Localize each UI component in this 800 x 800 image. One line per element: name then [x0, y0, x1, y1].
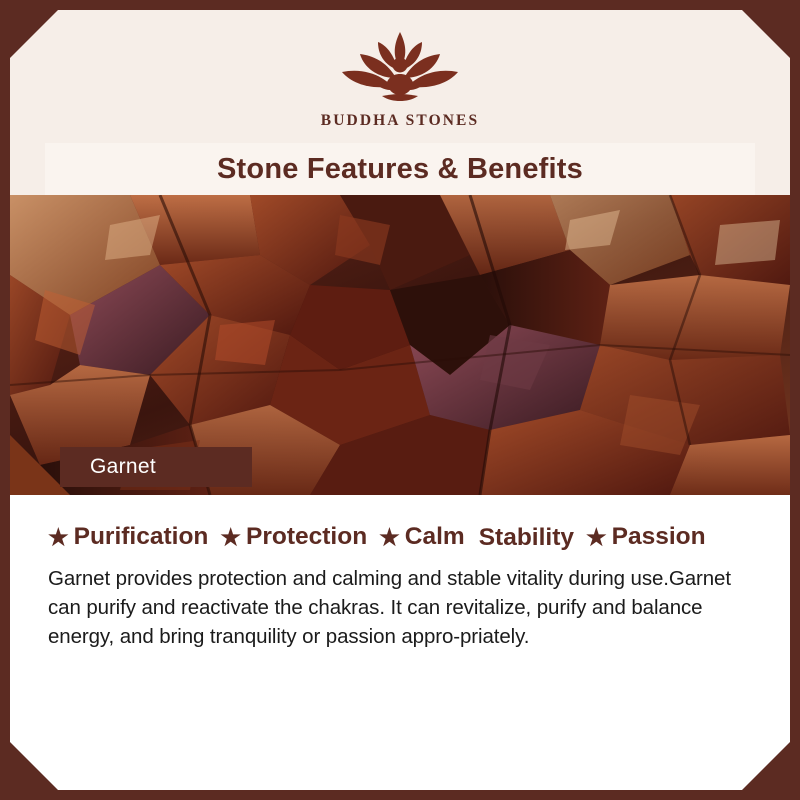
benefits-list [48, 523, 752, 552]
corner-accent-top-right [742, 10, 790, 58]
corner-accent-bottom-right [742, 742, 790, 790]
benefit-item [586, 523, 706, 551]
body-panel [10, 495, 790, 765]
corner-accent-bottom-left [10, 742, 58, 790]
brand-name: BUDDHA STONES [320, 112, 480, 129]
benefit-label: Passion [611, 523, 706, 550]
benefit-label: Purification [73, 523, 209, 550]
benefit-label: Calm [404, 523, 465, 550]
bottom-strip [10, 765, 790, 790]
stone-name-ribbon [60, 447, 252, 487]
title-band [45, 143, 755, 195]
header [10, 10, 790, 145]
description-text: Garnet provides protection and calming and stable vitality during use.Garnet can purify and reactivate the chakras. It can revitalize, purify and balance energy, and bring tranquility or passion appro-priately. [48, 566, 731, 648]
star-icon: ★ [48, 523, 69, 550]
page-title: Stone Features & Benefits [217, 152, 583, 185]
stone-name: Garnet [90, 455, 156, 478]
benefit-item [220, 523, 367, 551]
benefit-label: Protection [246, 523, 368, 550]
lotus-meditation-icon [334, 28, 466, 110]
corner-accent-top-left [10, 10, 58, 58]
star-icon: ★ [220, 523, 242, 550]
star-icon: ★ [586, 523, 607, 550]
benefit-item [479, 524, 574, 552]
star-icon: ★ [379, 523, 400, 550]
benefit-item [379, 523, 465, 551]
benefit-item [48, 523, 208, 551]
benefit-label: Stability [478, 523, 575, 551]
